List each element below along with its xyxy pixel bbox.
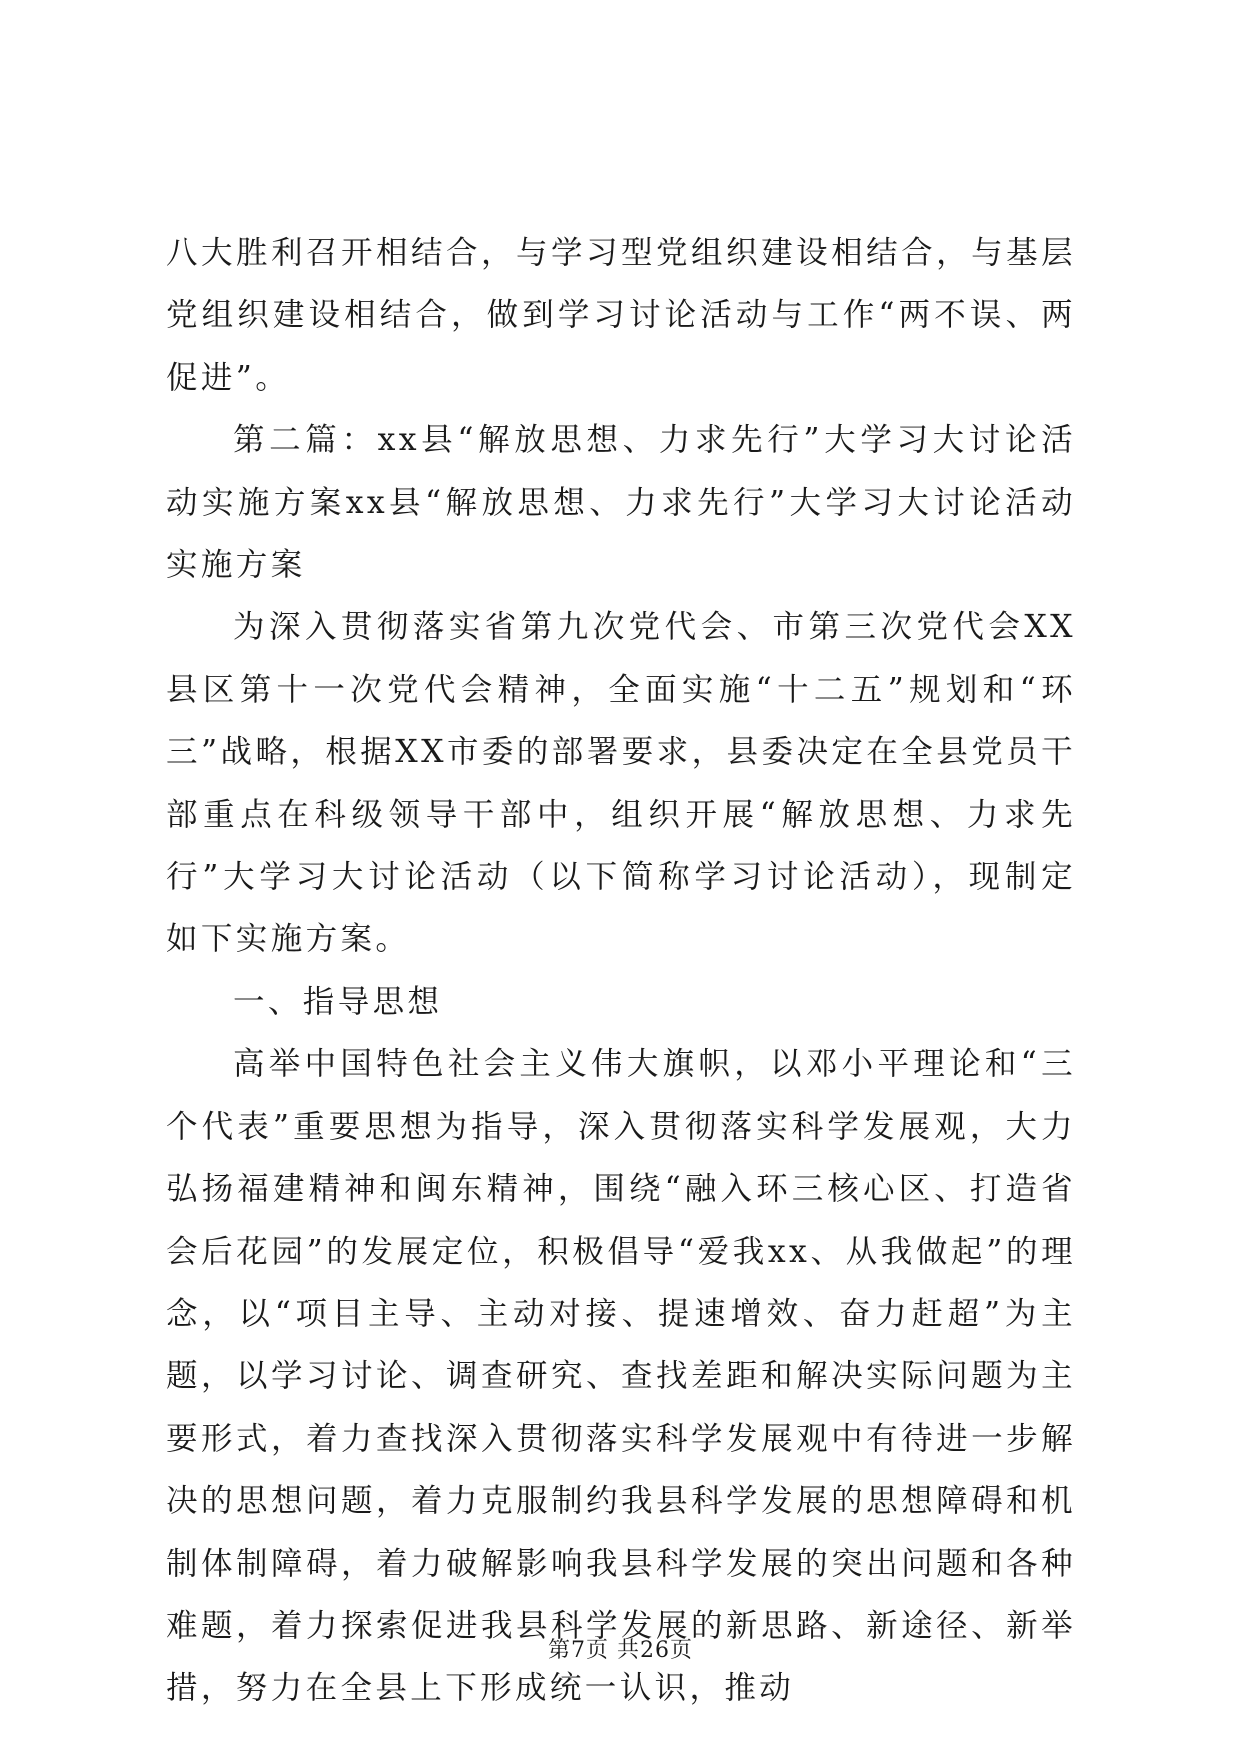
paragraph-introduction: 为深入贯彻落实省第九次党代会、市第三次党代会XX县区第十一次党代会精神，全面实施“十二五”规划和“环三”战略，根据XX市委的部署要求，县委决定在全县党员干部重点在科级领导干部中，组织开展“解放思想、力求先行”大学习大讨论活动（以下简称学习讨论活动），现制定如下实施方案。: [166, 609, 1076, 958]
paragraph-continuation: 八大胜利召开相结合，与学习型党组织建设相结合，与基层党组织建设相结合，做到学习讨论活动与工作“两不误、两促进”。: [166, 235, 1076, 396]
document-body: [166, 222, 1076, 1720]
section-heading-second-article: 第二篇：xx县“解放思想、力求先行”大学习大讨论活动实施方案xx县“解放思想、力求先行”大学习大讨论活动实施方案: [166, 422, 1076, 584]
page-number-footer: 第7页 共26页: [548, 1638, 693, 1663]
section-heading-guiding-ideology: 一、指导思想: [233, 983, 443, 1020]
paragraph-guiding-ideology: 高举中国特色社会主义伟大旗帜，以邓小平理论和“三个代表”重要思想为指导，深入贯彻落实科学发展观，大力弘扬福建精神和闽东精神，围绕“融入环三核心区、打造省会后花园”的发展定位，积极倡导“爱我xx、从我做起”的理念，以“项目主导、主动对接、提速增效、奋力赶超”为主题，以学习讨论、调查研究、查找差距和解决实际问题为主要形式，着力查找深入贯彻落实科学发展观中有待进一步解决的思想问题，着力克服制约我县科学发展的思想障碍和机制体制障碍，着力破解影响我县科学发展的突出问题和各种难题，着力探索促进我县科学发展的新思路、新途径、新举措，努力在全县上下形成统一认识，推动: [166, 1046, 1076, 1707]
